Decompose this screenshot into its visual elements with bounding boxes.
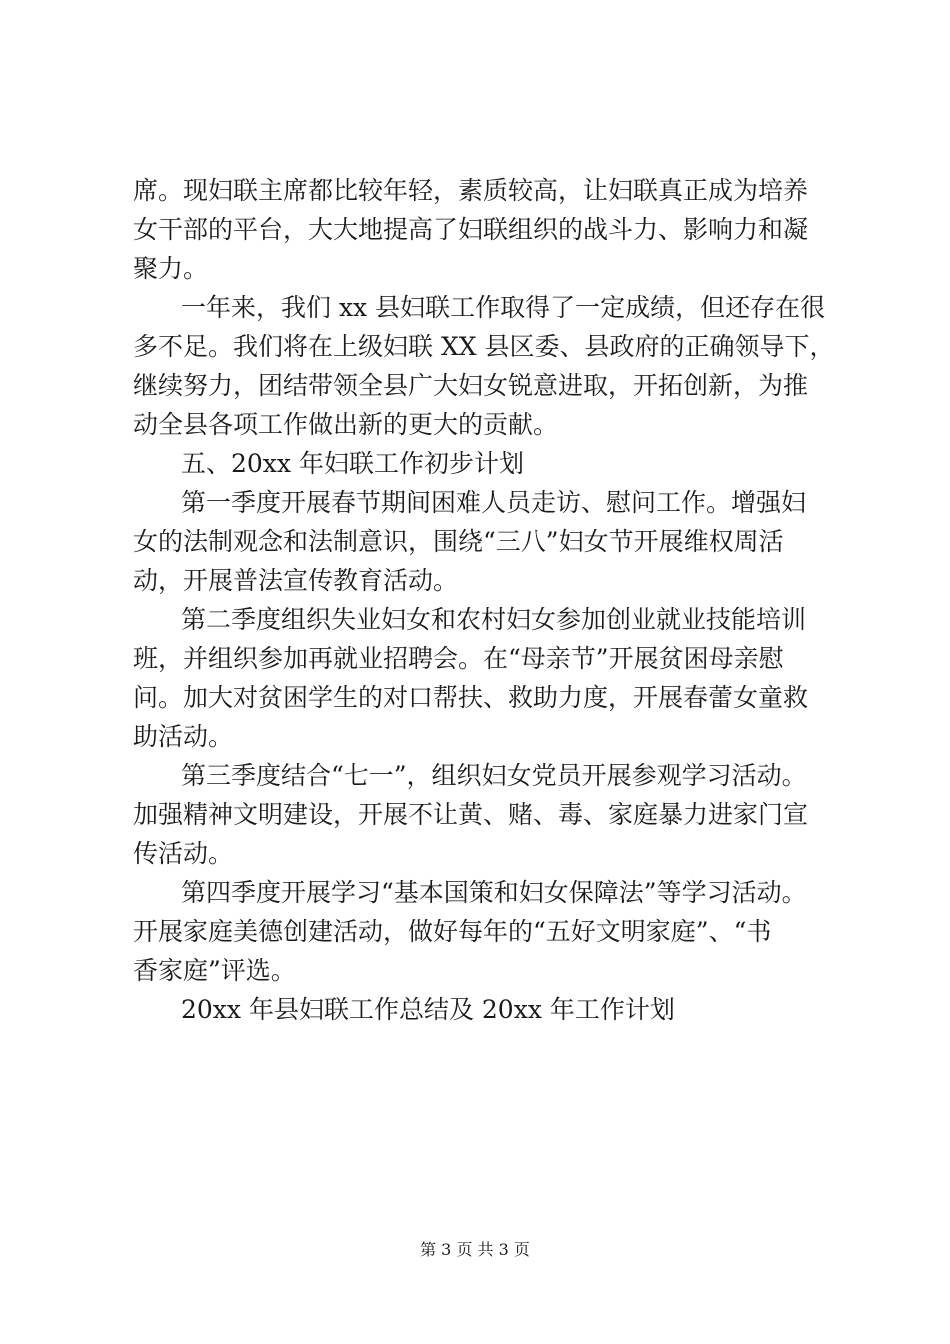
text-line: 女干部的平台，大大地提高了妇联组织的战斗力、影响力和凝 (133, 215, 809, 244)
text-line: 第二季度组织失业妇女和农村妇女参加创业就业技能培训 (181, 605, 807, 634)
text-line: 第四季度开展学习“基本国策和妇女保障法”等学习活动。 (181, 878, 807, 907)
text-line: 香家庭”评选。 (133, 956, 296, 985)
text-line: 班，并组织参加再就业招聘会。在“母亲节”开展贫困母亲慰 (133, 644, 784, 673)
text-line: 多不足。我们将在上级妇联 XX 县区委、县政府的正确领导下， (133, 332, 835, 361)
text-line: 20xx 年县妇联工作总结及 20xx 年工作计划 (181, 995, 675, 1024)
text-line: 席。现妇联主席都比较年轻，素质较高，让妇联真正成为培养 (133, 176, 809, 205)
text-line: 女的法制观念和法制意识，围绕“三八”妇女节开展维权周活 (133, 527, 784, 556)
text-line: 助活动。 (133, 722, 234, 751)
text-line: 第三季度结合“七一”，组织妇女党员开展参观学习活动。 (181, 761, 807, 790)
text-line: 继续努力，团结带领全县广大妇女锐意进取，开拓创新，为推 (133, 371, 809, 400)
text-line: 第一季度开展春节期间困难人员走访、慰问工作。增强妇 (181, 488, 807, 517)
text-line: 加强精神文明建设，开展不让黄、赌、毒、家庭暴力进家门宣 (133, 800, 809, 829)
page-number-footer: 第 3 页 共 3 页 (420, 1240, 530, 1259)
document-body (133, 171, 843, 1029)
text-line: 动全县各项工作做出新的更大的贡献。 (133, 410, 559, 439)
text-line: 一年来，我们 xx 县妇联工作取得了一定成绩，但还存在很 (181, 293, 826, 322)
text-line: 问。加大对贫困学生的对口帮扶、救助力度，开展春蕾女童救 (133, 683, 809, 712)
text-line: 开展家庭美德创建活动，做好每年的“五好文明家庭”、“书 (133, 917, 772, 946)
text-line: 动，开展普法宣传教育活动。 (133, 566, 459, 595)
text-line: 聚力。 (133, 254, 209, 283)
text-line: 五、20xx 年妇联工作初步计划 (181, 449, 524, 478)
text-line: 传活动。 (133, 839, 234, 868)
